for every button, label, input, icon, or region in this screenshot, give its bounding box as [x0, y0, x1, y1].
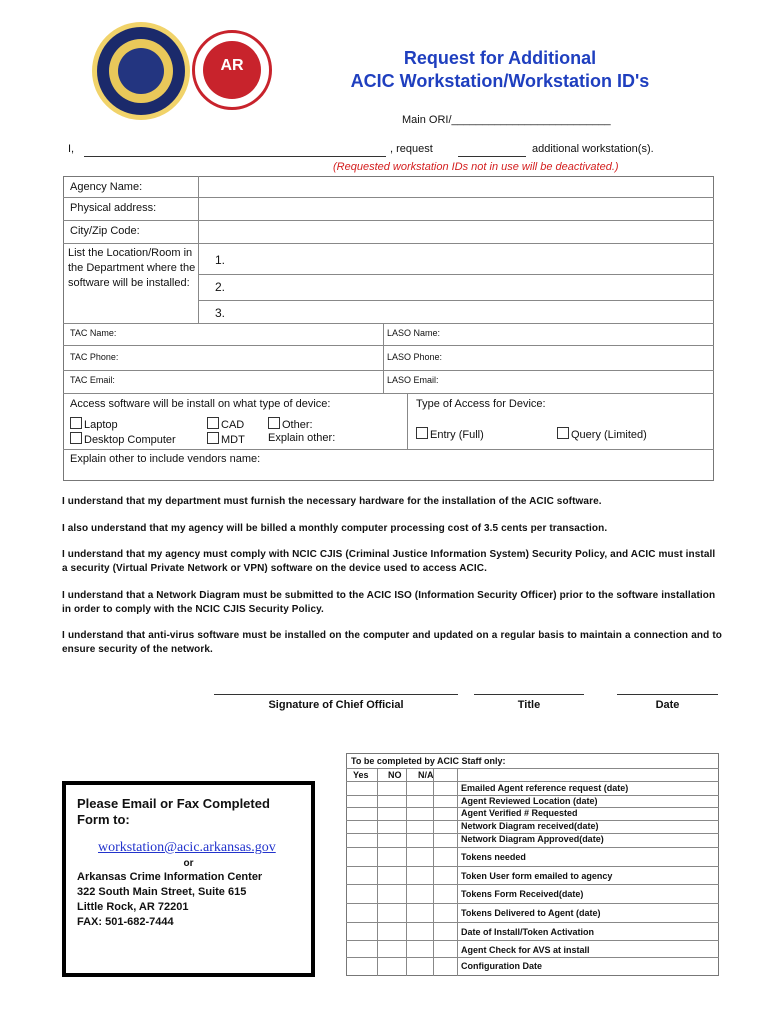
- explain-other-label: Explain other:: [268, 432, 336, 444]
- physical-address-label: Physical address:: [70, 202, 157, 214]
- other-checkbox[interactable]: [268, 417, 280, 429]
- explain-vendors-label: Explain other to include vendors name:: [70, 453, 261, 465]
- staff-item-label: Agent Verified # Requested: [461, 808, 578, 818]
- title-line[interactable]: [474, 694, 584, 695]
- public-safety-seal-logo: [192, 30, 272, 110]
- staff-row-divider: [346, 820, 719, 821]
- mdt-checkbox[interactable]: [207, 432, 219, 444]
- desktop-option[interactable]: [70, 432, 176, 446]
- tac-name-label: TAC Name:: [70, 328, 117, 338]
- tac-phone-label: TAC Phone:: [70, 352, 119, 362]
- other-label: Other:: [282, 419, 313, 431]
- mdt-option[interactable]: [207, 432, 245, 446]
- acic-seal-logo: [92, 22, 190, 120]
- col-no: NO: [388, 770, 402, 780]
- tac-email-label: TAC Email:: [70, 375, 115, 385]
- seal-ar-text: AR: [220, 57, 244, 74]
- staff-row-divider: [346, 903, 719, 904]
- query-limited-option[interactable]: [557, 427, 647, 441]
- access-type-label: Type of Access for Device:: [416, 398, 546, 410]
- contact-email-link[interactable]: workstation@acic.arkansas.gov: [98, 840, 276, 855]
- staff-na-cell[interactable]: [408, 851, 432, 863]
- query-limited-checkbox[interactable]: [557, 427, 569, 439]
- location-room-label: List the Location/Room in the Department where the software will be installed:: [68, 247, 196, 289]
- contact-org: Arkansas Crime Information Center: [77, 871, 263, 883]
- request-end-label: additional workstation(s).: [532, 143, 654, 155]
- city-zip-field[interactable]: [200, 222, 712, 242]
- contact-fax: FAX: 501-682-7444: [77, 916, 174, 928]
- chief-signature-line[interactable]: [214, 694, 458, 695]
- statement-antivirus: I understand that anti-virus software must be installed on the computer and updated on a regular basis to maintain a connection and to ensure security of the network.: [62, 630, 722, 655]
- staff-yes-cell[interactable]: [348, 926, 376, 938]
- staff-na-cell[interactable]: [408, 944, 432, 956]
- staff-row-divider: [346, 884, 719, 885]
- staff-no-cell[interactable]: [379, 833, 405, 845]
- date-line[interactable]: [617, 694, 718, 695]
- staff-yes-cell[interactable]: [348, 807, 376, 819]
- title-label: Title: [517, 699, 541, 711]
- staff-row-divider: [346, 922, 719, 923]
- location-1-label: 1.: [215, 253, 226, 267]
- query-limited-label: Query (Limited): [571, 429, 647, 441]
- location-3-label: 3.: [215, 306, 226, 320]
- staff-row-divider: [346, 847, 719, 848]
- staff-item-label: Date of Install/Token Activation: [461, 927, 595, 937]
- cad-option[interactable]: [207, 417, 244, 431]
- staff-no-cell[interactable]: [379, 851, 405, 863]
- staff-no-cell[interactable]: [379, 960, 405, 972]
- staff-row-divider: [346, 795, 719, 796]
- location-2-label: 2.: [215, 280, 226, 294]
- main-ori-label: Main ORI/__________________________: [402, 114, 611, 126]
- statement-hardware: I understand that my department must furnish the necessary hardware for the installation of the ACIC software.: [62, 496, 602, 507]
- staff-item-label: Emailed Agent reference request (date): [461, 783, 629, 793]
- staff-item-label: Configuration Date: [461, 961, 542, 971]
- laso-email-label: LASO Email:: [387, 375, 439, 385]
- chief-signature-label: Signature of Chief Official: [268, 699, 404, 711]
- device-question-label: Access software will be install on what type of device:: [70, 398, 331, 410]
- staff-item-label: Tokens needed: [461, 852, 526, 862]
- staff-yes-cell[interactable]: [348, 820, 376, 832]
- staff-yes-cell[interactable]: [348, 888, 376, 900]
- desktop-checkbox[interactable]: [70, 432, 82, 444]
- laptop-option[interactable]: [70, 417, 118, 431]
- request-i-label: I,: [68, 143, 75, 155]
- laptop-label: Laptop: [84, 419, 118, 431]
- laso-name-label: LASO Name:: [387, 328, 441, 338]
- staff-yes-cell[interactable]: [348, 960, 376, 972]
- agency-name-field[interactable]: [200, 178, 712, 196]
- entry-full-option[interactable]: [416, 427, 484, 441]
- staff-no-cell[interactable]: [379, 944, 405, 956]
- laso-phone-label: LASO Phone:: [387, 352, 443, 362]
- desktop-label: Desktop Computer: [84, 434, 176, 446]
- staff-row-divider: [346, 940, 719, 941]
- staff-no-cell[interactable]: [379, 795, 405, 807]
- staff-no-cell[interactable]: [379, 926, 405, 938]
- col-na: N/A: [418, 770, 434, 780]
- cad-label: CAD: [221, 419, 245, 431]
- staff-na-cell[interactable]: [408, 888, 432, 900]
- staff-na-cell[interactable]: [408, 795, 432, 807]
- staff-na-cell[interactable]: [408, 833, 432, 845]
- contact-street: 322 South Main Street, Suite 615: [77, 886, 247, 898]
- staff-na-cell[interactable]: [408, 907, 432, 919]
- staff-no-cell[interactable]: [379, 782, 405, 794]
- agency-name-label: Agency Name:: [70, 181, 143, 193]
- entry-full-checkbox[interactable]: [416, 427, 428, 439]
- staff-na-cell[interactable]: [408, 782, 432, 794]
- statement-network-diagram: I understand that a Network Diagram must be submitted to the ACIC ISO (Information Security Officer) prior to the software installation in order to comply with the NCIC CJIS Security Policy.: [62, 590, 716, 615]
- staff-yes-cell[interactable]: [348, 851, 376, 863]
- staff-no-cell[interactable]: [379, 820, 405, 832]
- entry-full-label: Entry (Full): [430, 429, 484, 441]
- staff-item-label: Network Diagram Approved(date): [461, 834, 604, 844]
- staff-na-cell[interactable]: [408, 960, 432, 972]
- staff-na-cell[interactable]: [408, 807, 432, 819]
- staff-na-cell[interactable]: [408, 926, 432, 938]
- form-title-line1: Request for Additional: [403, 48, 597, 68]
- staff-row-divider: [346, 807, 719, 808]
- workstation-count-line[interactable]: [458, 156, 526, 157]
- col-yes: Yes: [353, 770, 369, 780]
- contact-or: or: [183, 858, 194, 869]
- staff-item-label: Tokens Delivered to Agent (date): [461, 908, 601, 918]
- staff-na-cell[interactable]: [408, 870, 432, 882]
- mdt-label: MDT: [221, 434, 245, 446]
- statement-cjis-vpn: I understand that my agency must comply with NCIC CJIS (Criminal Justice Information System) Security Policy, and ACIC must install a security (Virtual Private Network or VPN) software on the device used to access ACIC.: [62, 549, 716, 574]
- request-mid-label: , request: [390, 143, 433, 155]
- date-label: Date: [655, 699, 680, 711]
- staff-item-label: Agent Check for AVS at install: [461, 945, 590, 955]
- staff-heading: To be completed by ACIC Staff only:: [351, 756, 506, 766]
- requester-name-line[interactable]: [84, 156, 386, 157]
- staff-item-label: Network Diagram received(date): [461, 821, 599, 831]
- other-option[interactable]: [268, 417, 313, 431]
- contact-city: Little Rock, AR 72201: [77, 901, 189, 913]
- contact-heading-line1: Please Email or Fax Completed: [77, 796, 270, 811]
- city-zip-label: City/Zip Code:: [70, 225, 140, 237]
- laptop-checkbox[interactable]: [70, 417, 82, 429]
- staff-row-divider: [346, 957, 719, 958]
- staff-row-divider: [346, 833, 719, 834]
- deactivate-notice: (Requested workstation IDs not in use will be deactivated.): [333, 161, 619, 173]
- staff-no-cell[interactable]: [379, 807, 405, 819]
- staff-no-cell[interactable]: [379, 870, 405, 882]
- staff-yes-cell[interactable]: [348, 944, 376, 956]
- staff-yes-cell[interactable]: [348, 782, 376, 794]
- staff-yes-cell[interactable]: [348, 907, 376, 919]
- form-title-line2: ACIC Workstation/Workstation ID's: [350, 71, 650, 91]
- staff-yes-cell[interactable]: [348, 795, 376, 807]
- staff-row-divider: [346, 866, 719, 867]
- staff-no-cell[interactable]: [379, 888, 405, 900]
- staff-item-label: Tokens Form Received(date): [461, 889, 584, 899]
- contact-heading-line2: Form to:: [77, 812, 130, 827]
- statement-billing: I also understand that my agency will be billed a monthly computer processing cost of 3.5 cents per transaction.: [62, 523, 608, 534]
- staff-yes-cell[interactable]: [348, 870, 376, 882]
- staff-no-cell[interactable]: [379, 907, 405, 919]
- staff-item-label: Token User form emailed to agency: [461, 871, 613, 881]
- physical-address-field[interactable]: [200, 199, 712, 219]
- staff-na-cell[interactable]: [408, 820, 432, 832]
- cad-checkbox[interactable]: [207, 417, 219, 429]
- staff-yes-cell[interactable]: [348, 833, 376, 845]
- staff-item-label: Agent Reviewed Location (date): [461, 796, 598, 806]
